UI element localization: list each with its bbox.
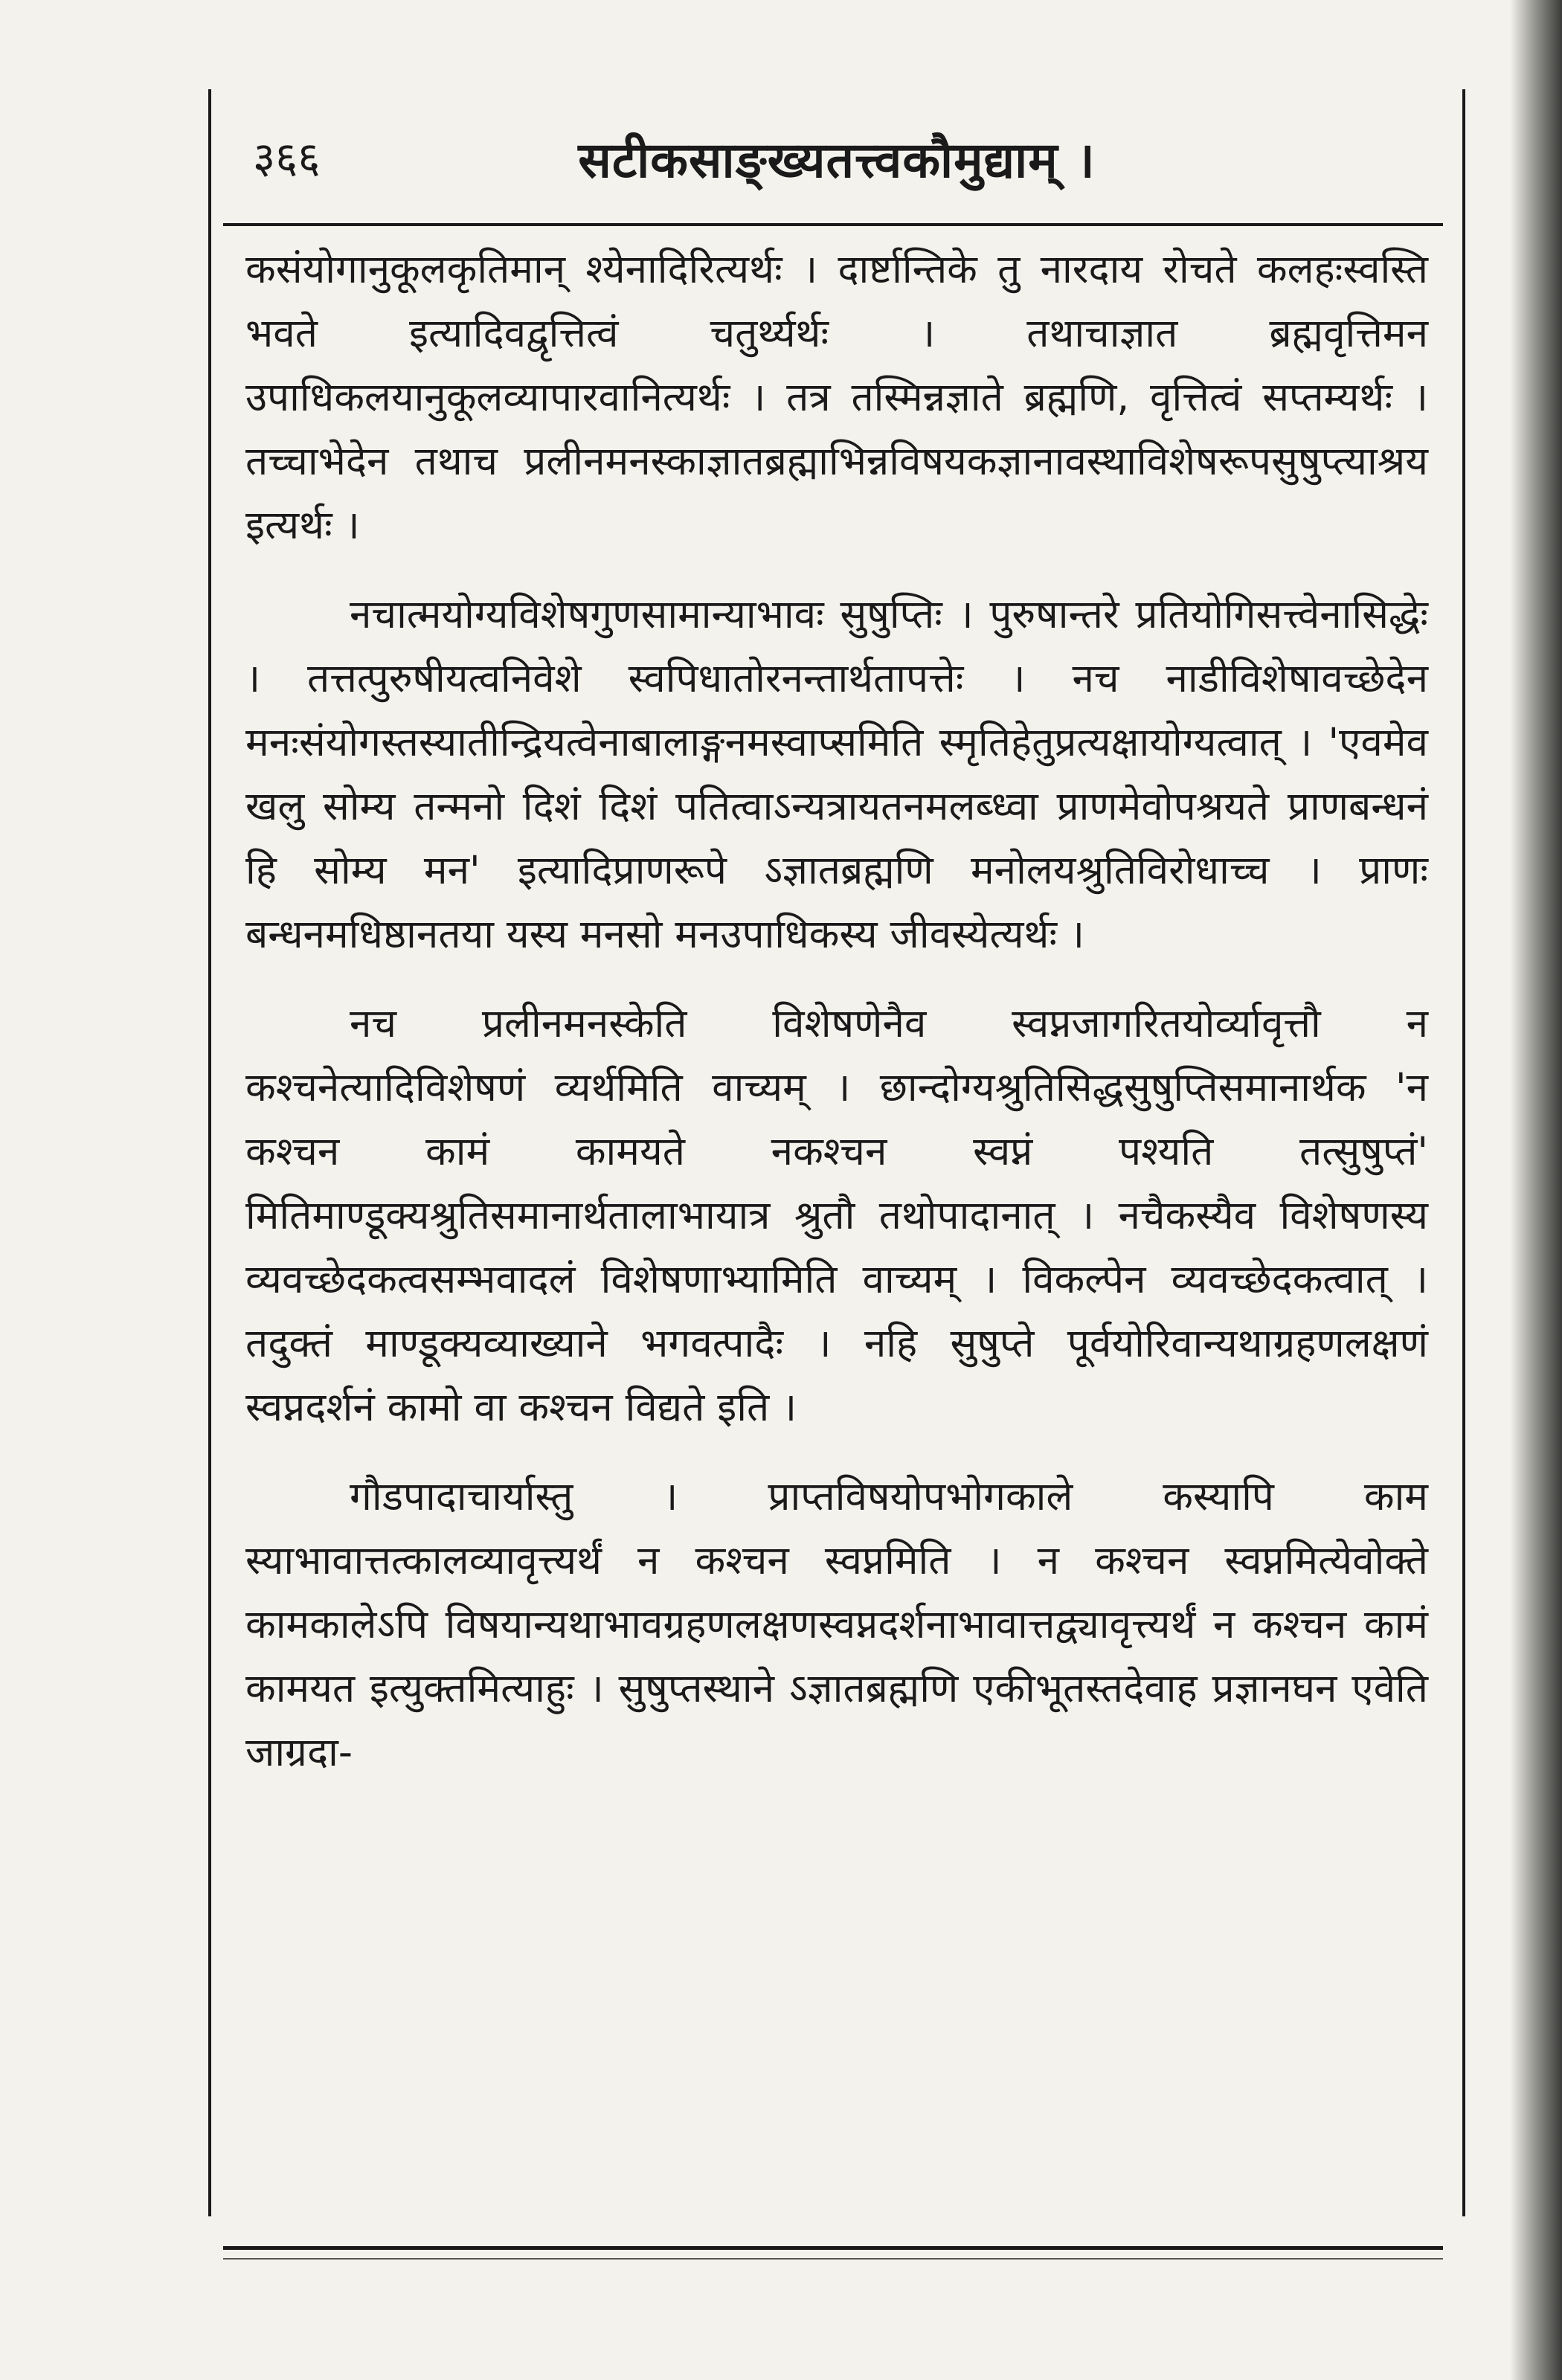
- footer-rule: [223, 2246, 1443, 2250]
- body-text: [245, 238, 1428, 1789]
- running-title: सटीकसाङ्ख्यतत्त्वकौमुद्याम् ।: [578, 132, 1096, 189]
- page-edge-shadow: [1510, 0, 1562, 2380]
- header-rule: [223, 223, 1443, 226]
- footer-rule-thin: [223, 2258, 1443, 2260]
- page-number: ३६६: [253, 132, 321, 183]
- paragraph: नच प्रलीनमनस्केति विशेषणेनैव स्वप्नजागरितयोर्व्यावृत्तौ न कश्चनेत्यादिविशेषणं व्यर्थमिति वाच्यम् । छान्दोग्यश्रुतिसिद्धसुषुप्तिसमानार्थक 'न कश्चन कामं कामयते नकश्चन स्वप्नं पश्यति तत्सुषुप्तं' मितिमाण्डूक्यश्रुतिसमानार्थतालाभायात्र श्रुतौ तथोपादानात् । नचैकस्यैव विशेषणस्य व्यवच्छेदकत्वसम्भवादलं विशेषणाभ्यामिति वाच्यम् । विकल्पेन व्यवच्छेदकत्वात् । तदुक्तं माण्डूक्यव्याख्याने भगवत्पादैः । नहि सुषुप्ते पूर्वयोरिवान्यथाग्रहणलक्षणं स्वप्नदर्शनं कामो वा कश्चन विद्यते इति ।: [245, 1001, 1428, 1430]
- paragraph: नचात्मयोग्यविशेषगुणसामान्याभावः सुषुप्तिः । पुरुषान्तरे प्रतियोगिसत्त्वेनासिद्धेः । तत्तत्पुरुषीयत्वनिवेशे स्वपिधातोरनन्तार्थतापत्तेः । नच नाडीविशेषावच्छेदेन मनःसंयोगस्तस्यातीन्द्रियत्वेनाबालाङ्गनमस्वाप्समिति स्मृतिहेतुप्रत्यक्षायोग्यत्वात् । 'एवमेव खलु सोम्य तन्मनो दिशं दिशं पतित्वाऽन्यत्रायतनमलब्ध्वा प्राणमेवोपश्रयते प्राणबन्धनं हि सोम्य मन' इत्यादिप्राणरूपे ऽज्ञातब्रह्मणि मनोलयश्रुतिविरोधाच्च । प्राणः बन्धनमधिष्ठानतया यस्य मनसो मनउपाधिकस्य जीवस्येत्यर्थः ।: [245, 592, 1428, 957]
- paragraph: कसंयोगानुकूलकृतिमान् श्येनादिरित्यर्थः । दार्ष्टान्तिके तु नारदाय रोचते कलहःस्वस्ति भवते इत्यादिवद्वृत्तित्वं चतुर्थ्यर्थः । तथाचाज्ञात ब्रह्मवृत्तिमन उपाधिकलयानुकूलव्यापारवानित्यर्थः । तत्र तस्मिन्नज्ञाते ब्रह्मणि, वृत्तित्वं सप्तम्यर्थः । तच्चाभेदेन तथाच प्रलीनमनस्काज्ञातब्रह्माभिन्नविषयकज्ञानावस्थाविशेषरूपसुषुप्त्याश्रय इत्यर्थः ।: [245, 247, 1428, 548]
- page-header: [208, 112, 1465, 201]
- paragraph: गौडपादाचार्यास्तु । प्राप्तविषयोपभोगकाले कस्यापि काम स्याभावात्तत्कालव्यावृत्त्यर्थं न कश्चन स्वप्नमिति । न कश्चन स्वप्नमित्येवोक्ते कामकालेऽपि विषयान्यथाभावग्रहणलक्षणस्वप्नदर्शनाभावात्तद्व्यावृत्त्यर्थं न कश्चन कामं कामयत इत्युक्तमित्याहुः । सुषुप्तस्थाने ऽज्ञातब्रह्मणि एकीभूतस्तदेवाह प्रज्ञानघन एवेति जाग्रदा-: [245, 1474, 1428, 1775]
